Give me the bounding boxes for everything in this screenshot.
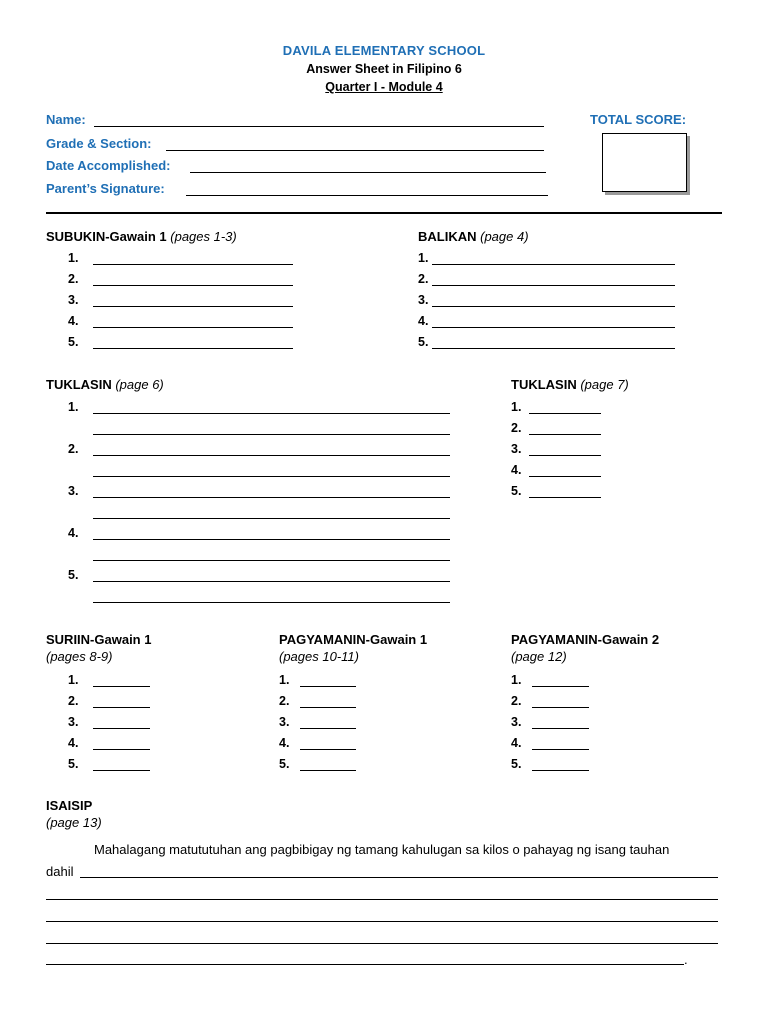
tuklasin6-answer-line[interactable] [93, 413, 450, 414]
suriin-number: 3. [68, 715, 79, 729]
suriin-pages: (pages 8-9) [46, 649, 113, 664]
sheet-subtitle: Answer Sheet in Filipino 6 [306, 62, 462, 76]
tuklasin7-number: 4. [511, 463, 522, 477]
isaisip-answer-line[interactable] [46, 921, 718, 922]
tuklasin7-number: 2. [511, 421, 522, 435]
pagyamanin2-title: PAGYAMANIN-Gawain 2 [511, 632, 660, 647]
subukin-number: 3. [68, 293, 79, 307]
tuklasin7-answer-line[interactable] [529, 434, 601, 435]
tuklasin6-answer-line[interactable] [93, 455, 450, 456]
pagyamanin1-number: 2. [279, 694, 290, 708]
tuklasin6-title: TUKLASIN [46, 377, 112, 392]
pagyamanin2-number: 4. [511, 736, 522, 750]
subukin-pages: (pages 1-3) [170, 229, 237, 244]
pagyamanin2-number: 5. [511, 757, 522, 771]
pagyamanin1-number: 1. [279, 673, 290, 687]
tuklasin6-answer-line[interactable] [93, 602, 450, 603]
total-score-box[interactable] [602, 133, 687, 192]
pagyamanin2-number: 1. [511, 673, 522, 687]
suriin-answer-line[interactable] [93, 707, 150, 708]
suriin-number: 5. [68, 757, 79, 771]
pagyamanin1-answer-line[interactable] [300, 749, 356, 750]
name-label: Name: [46, 112, 86, 127]
tuklasin6-number: 4. [68, 526, 79, 540]
tuklasin6-pages: (page 6) [115, 377, 164, 392]
header-divider [46, 212, 722, 214]
tuklasin7-answer-line[interactable] [529, 497, 601, 498]
balikan-number: 1. [418, 251, 429, 265]
subukin-heading [46, 229, 237, 244]
pagyamanin1-title: PAGYAMANIN-Gawain 1 [279, 632, 428, 647]
pagyamanin1-number: 5. [279, 757, 290, 771]
tuklasin7-number: 5. [511, 484, 522, 498]
subukin-number: 4. [68, 314, 79, 328]
balikan-number: 4. [418, 314, 429, 328]
pagyamanin2-answer-line[interactable] [532, 686, 589, 687]
name-field[interactable] [94, 126, 544, 127]
isaisip-answer-line[interactable] [46, 964, 684, 965]
subukin-answer-line[interactable] [93, 264, 293, 265]
isaisip-answer-line[interactable] [46, 943, 718, 944]
suriin-title: SURIIN-Gawain 1 [46, 632, 152, 647]
tuklasin6-answer-line[interactable] [93, 497, 450, 498]
subukin-number: 1. [68, 251, 79, 265]
date-accomplished-field[interactable] [190, 172, 546, 173]
tuklasin7-number: 1. [511, 400, 522, 414]
subukin-title: SUBUKIN-Gawain 1 [46, 229, 167, 244]
subukin-answer-line[interactable] [93, 285, 293, 286]
balikan-number: 3. [418, 293, 429, 307]
balikan-answer-line[interactable] [432, 348, 675, 349]
subukin-answer-line[interactable] [93, 306, 293, 307]
suriin-answer-line[interactable] [93, 686, 150, 687]
suriin-answer-line[interactable] [93, 749, 150, 750]
tuklasin7-number: 3. [511, 442, 522, 456]
pagyamanin1-answer-line[interactable] [300, 686, 356, 687]
subukin-number: 5. [68, 335, 79, 349]
total-score-label: TOTAL SCORE: [590, 112, 687, 127]
parent-signature-field[interactable] [186, 195, 548, 196]
tuklasin6-number: 1. [68, 400, 79, 414]
isaisip-dahil: dahil [46, 864, 74, 879]
balikan-title: BALIKAN [418, 229, 477, 244]
isaisip-sentence: Mahalagang matututuhan ang pagbibigay ng tamang kahulugan sa kilos o pahayag ng isang tauhan [94, 842, 670, 857]
suriin-answer-line[interactable] [93, 770, 150, 771]
tuklasin6-number: 2. [68, 442, 79, 456]
balikan-number: 2. [418, 272, 429, 286]
tuklasin6-answer-line[interactable] [93, 476, 450, 477]
balikan-heading [418, 229, 529, 244]
isaisip-title: ISAISIP [46, 798, 93, 813]
isaisip-answer-line[interactable] [80, 877, 718, 878]
pagyamanin1-answer-line[interactable] [300, 770, 356, 771]
balikan-answer-line[interactable] [432, 264, 675, 265]
tuklasin6-number: 3. [68, 484, 79, 498]
date-accomplished-label: Date Accomplished: [46, 158, 171, 173]
subukin-answer-line[interactable] [93, 327, 293, 328]
parent-signature-label: Parent’s Signature: [46, 181, 165, 196]
pagyamanin1-pages: (pages 10-11) [279, 649, 359, 664]
school-name: DAVILA ELEMENTARY SCHOOL [282, 43, 486, 58]
tuklasin6-number: 5. [68, 568, 79, 582]
balikan-answer-line[interactable] [432, 327, 675, 328]
pagyamanin1-answer-line[interactable] [300, 707, 356, 708]
balikan-answer-line[interactable] [432, 306, 675, 307]
balikan-answer-line[interactable] [432, 285, 675, 286]
subukin-number: 2. [68, 272, 79, 286]
grade-section-field[interactable] [166, 150, 544, 151]
isaisip-pages: (page 13) [46, 815, 102, 830]
tuklasin7-pages: (page 7) [580, 377, 629, 392]
suriin-number: 2. [68, 694, 79, 708]
pagyamanin1-number: 3. [279, 715, 290, 729]
pagyamanin2-pages: (page 12) [511, 649, 567, 664]
pagyamanin1-number: 4. [279, 736, 290, 750]
subukin-answer-line[interactable] [93, 348, 293, 349]
pagyamanin2-answer-line[interactable] [532, 707, 589, 708]
tuklasin7-answer-line[interactable] [529, 413, 601, 414]
tuklasin6-answer-line[interactable] [93, 434, 450, 435]
isaisip-answer-line[interactable] [46, 899, 718, 900]
balikan-pages: (page 4) [480, 229, 529, 244]
balikan-number: 5. [418, 335, 429, 349]
pagyamanin2-answer-line[interactable] [532, 770, 589, 771]
tuklasin7-answer-line[interactable] [529, 476, 601, 477]
pagyamanin1-answer-line[interactable] [300, 728, 356, 729]
grade-section-label: Grade & Section: [46, 136, 152, 151]
pagyamanin2-answer-line[interactable] [532, 728, 589, 729]
tuklasin6-answer-line[interactable] [93, 581, 450, 582]
suriin-answer-line[interactable] [93, 728, 150, 729]
tuklasin7-heading [511, 377, 629, 392]
tuklasin6-heading [46, 377, 164, 392]
pagyamanin2-number: 3. [511, 715, 522, 729]
tuklasin7-title: TUKLASIN [511, 377, 577, 392]
isaisip-period: . [684, 952, 688, 967]
quarter-module: Quarter I - Module 4 [325, 80, 443, 94]
tuklasin6-answer-line[interactable] [93, 539, 450, 540]
pagyamanin2-number: 2. [511, 694, 522, 708]
suriin-number: 4. [68, 736, 79, 750]
tuklasin6-answer-line[interactable] [93, 518, 450, 519]
tuklasin6-answer-line[interactable] [93, 560, 450, 561]
pagyamanin2-answer-line[interactable] [532, 749, 589, 750]
tuklasin7-answer-line[interactable] [529, 455, 601, 456]
suriin-number: 1. [68, 673, 79, 687]
